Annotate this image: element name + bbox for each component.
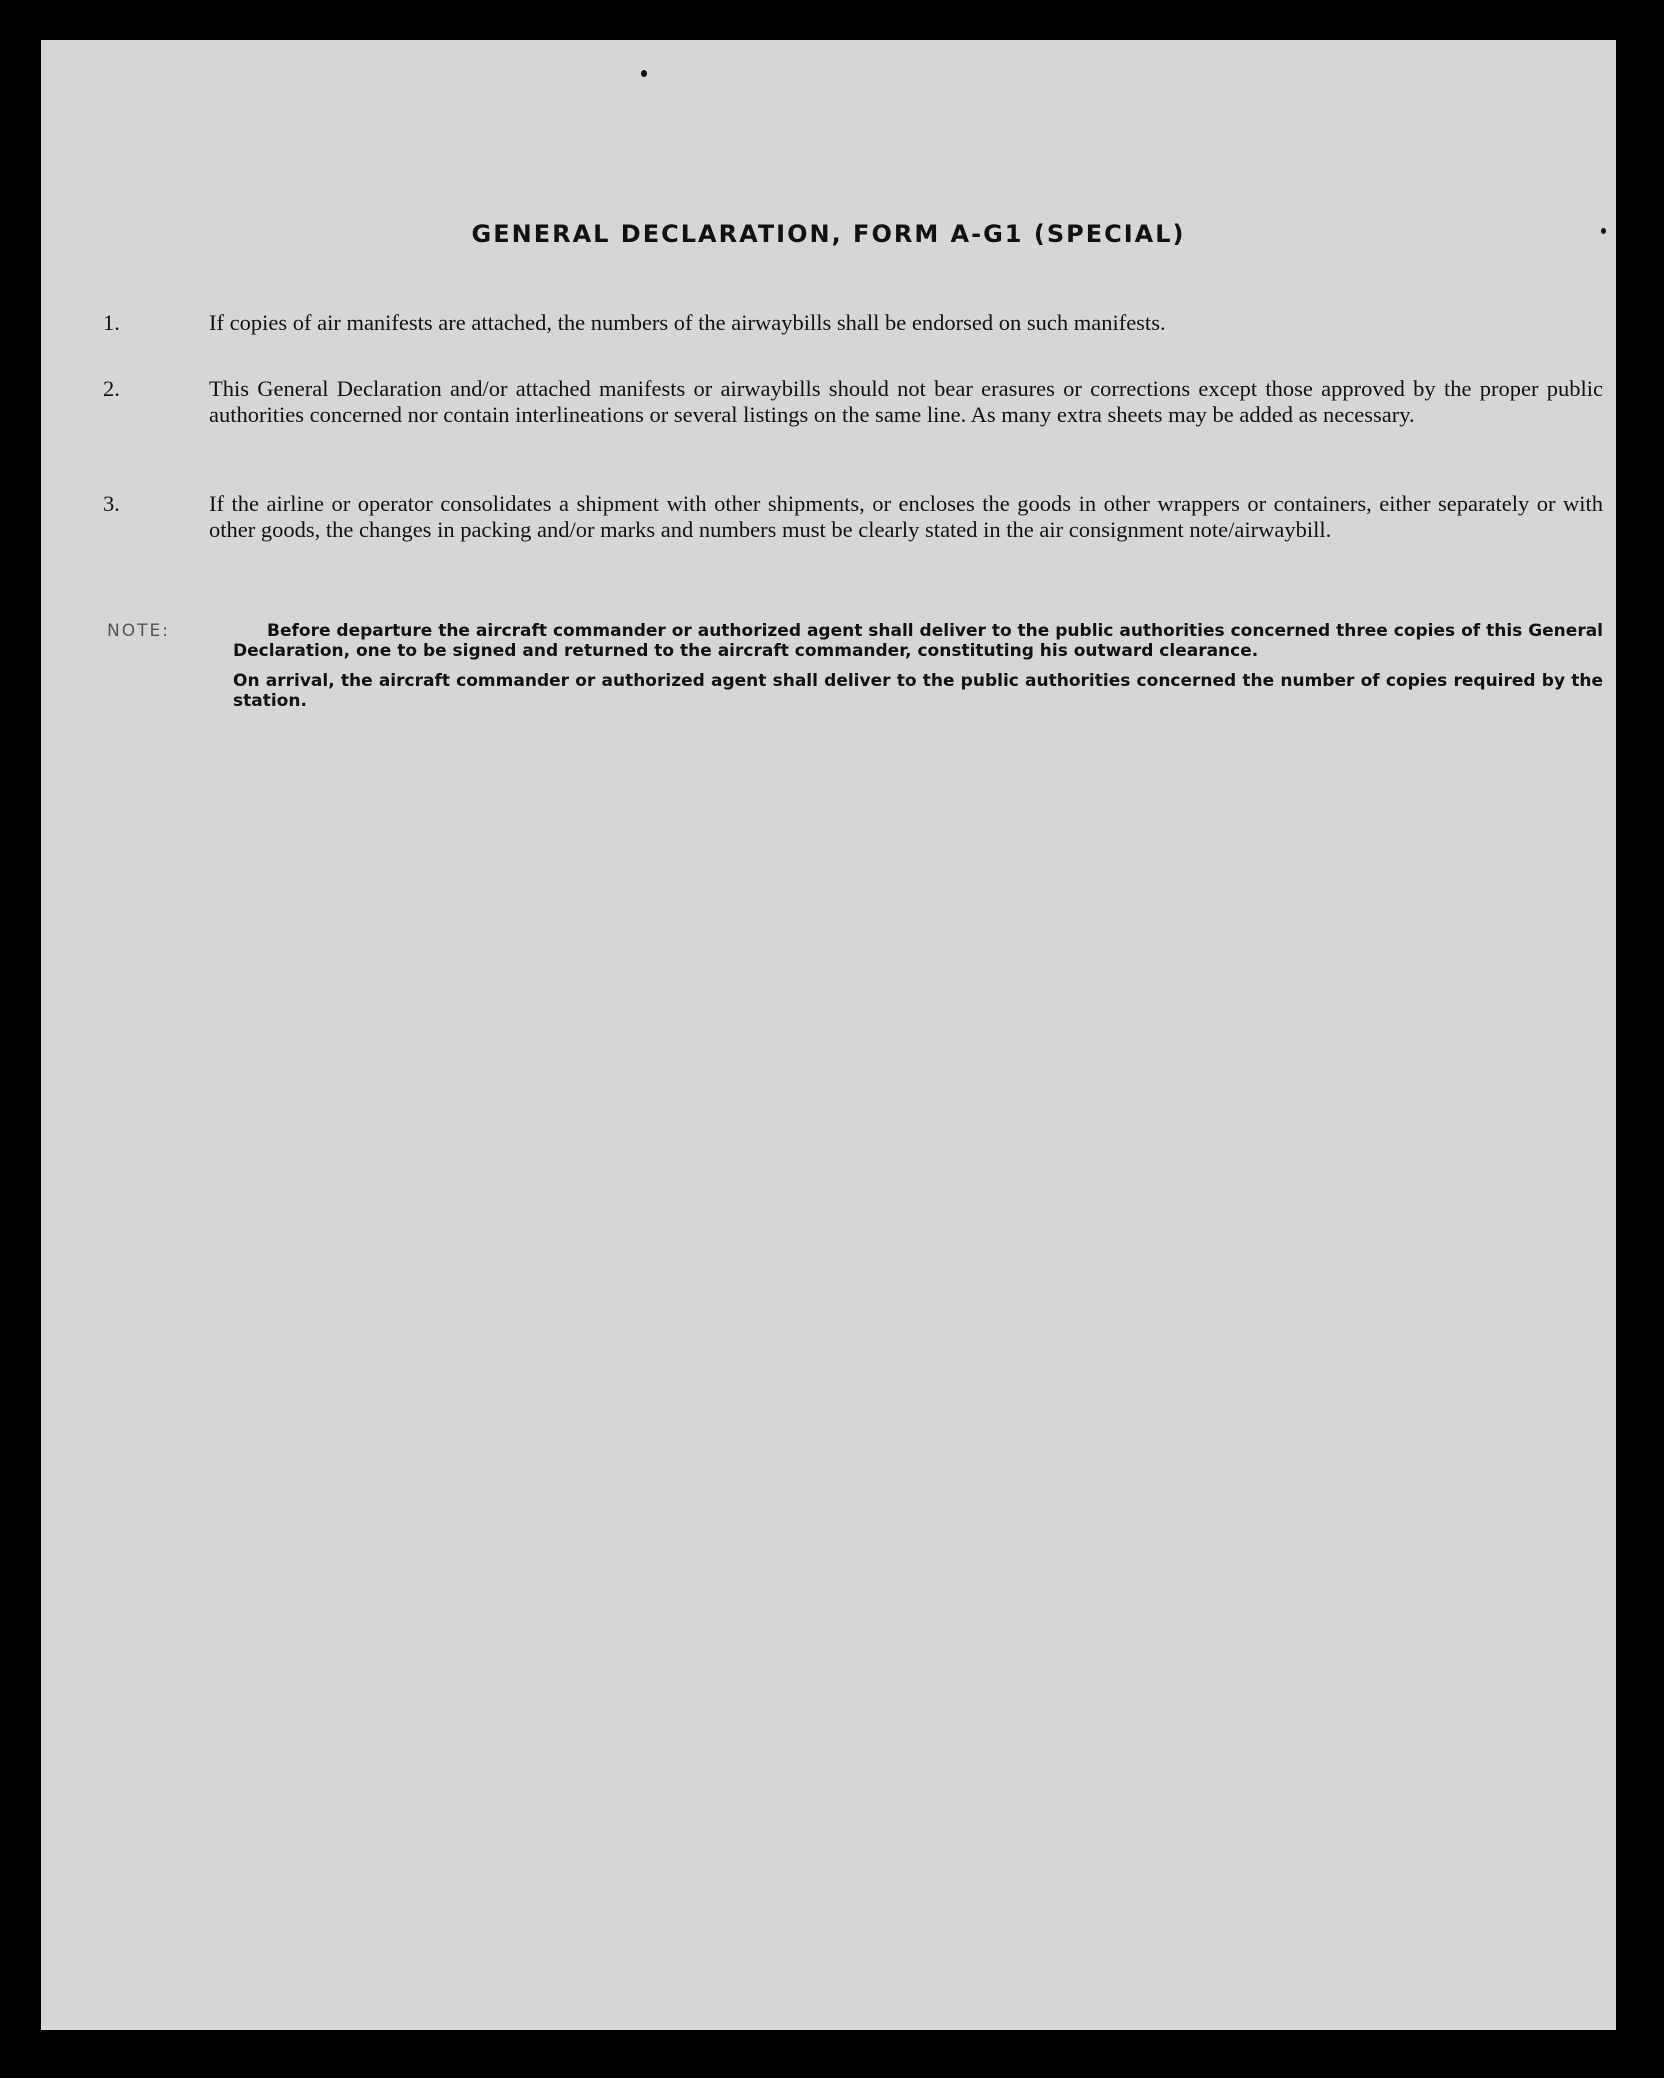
document-page [41,40,1616,2030]
item-text: This General Declaration and/or attached manifests or airwaybills should not bear erasures or corrections except those approved by the proper public authorities concerned nor contain interlineations or several listings on the same line. As many extra sheets may be added as necessary. [209,376,1603,427]
list-item [103,376,1603,427]
note-label: NOTE: [107,621,170,641]
note-paragraph: Before departure the aircraft commander or authorized agent shall deliver to the public authorities concerned three copies of this General Declaration, one to be signed and returned to the aircraft commander, constituting his outward clearance. [233,621,1603,661]
item-number: 1. [103,310,120,335]
item-text: If the airline or operator consolidates a shipment with other shipments, or encloses the goods in other wrappers or containers, either separately or with other goods, the changes in packing and/or marks and numbers must be clearly stated in the air consignment note/airwaybill. [209,491,1603,542]
note-block [107,621,1603,711]
item-number: 2. [103,376,120,401]
document-title: GENERAL DECLARATION, FORM A-G1 (SPECIAL) [471,220,1186,248]
item-number: 3. [103,491,120,516]
note-paragraph: On arrival, the aircraft commander or authorized agent shall deliver to the public authorities concerned the number of copies required by the station. [233,671,1603,711]
list-item [103,310,1603,336]
scan-speck [641,70,647,77]
list-item [103,491,1603,542]
item-text: If copies of air manifests are attached, the numbers of the airwaybills shall be endorsed on such manifests. [209,310,1166,335]
